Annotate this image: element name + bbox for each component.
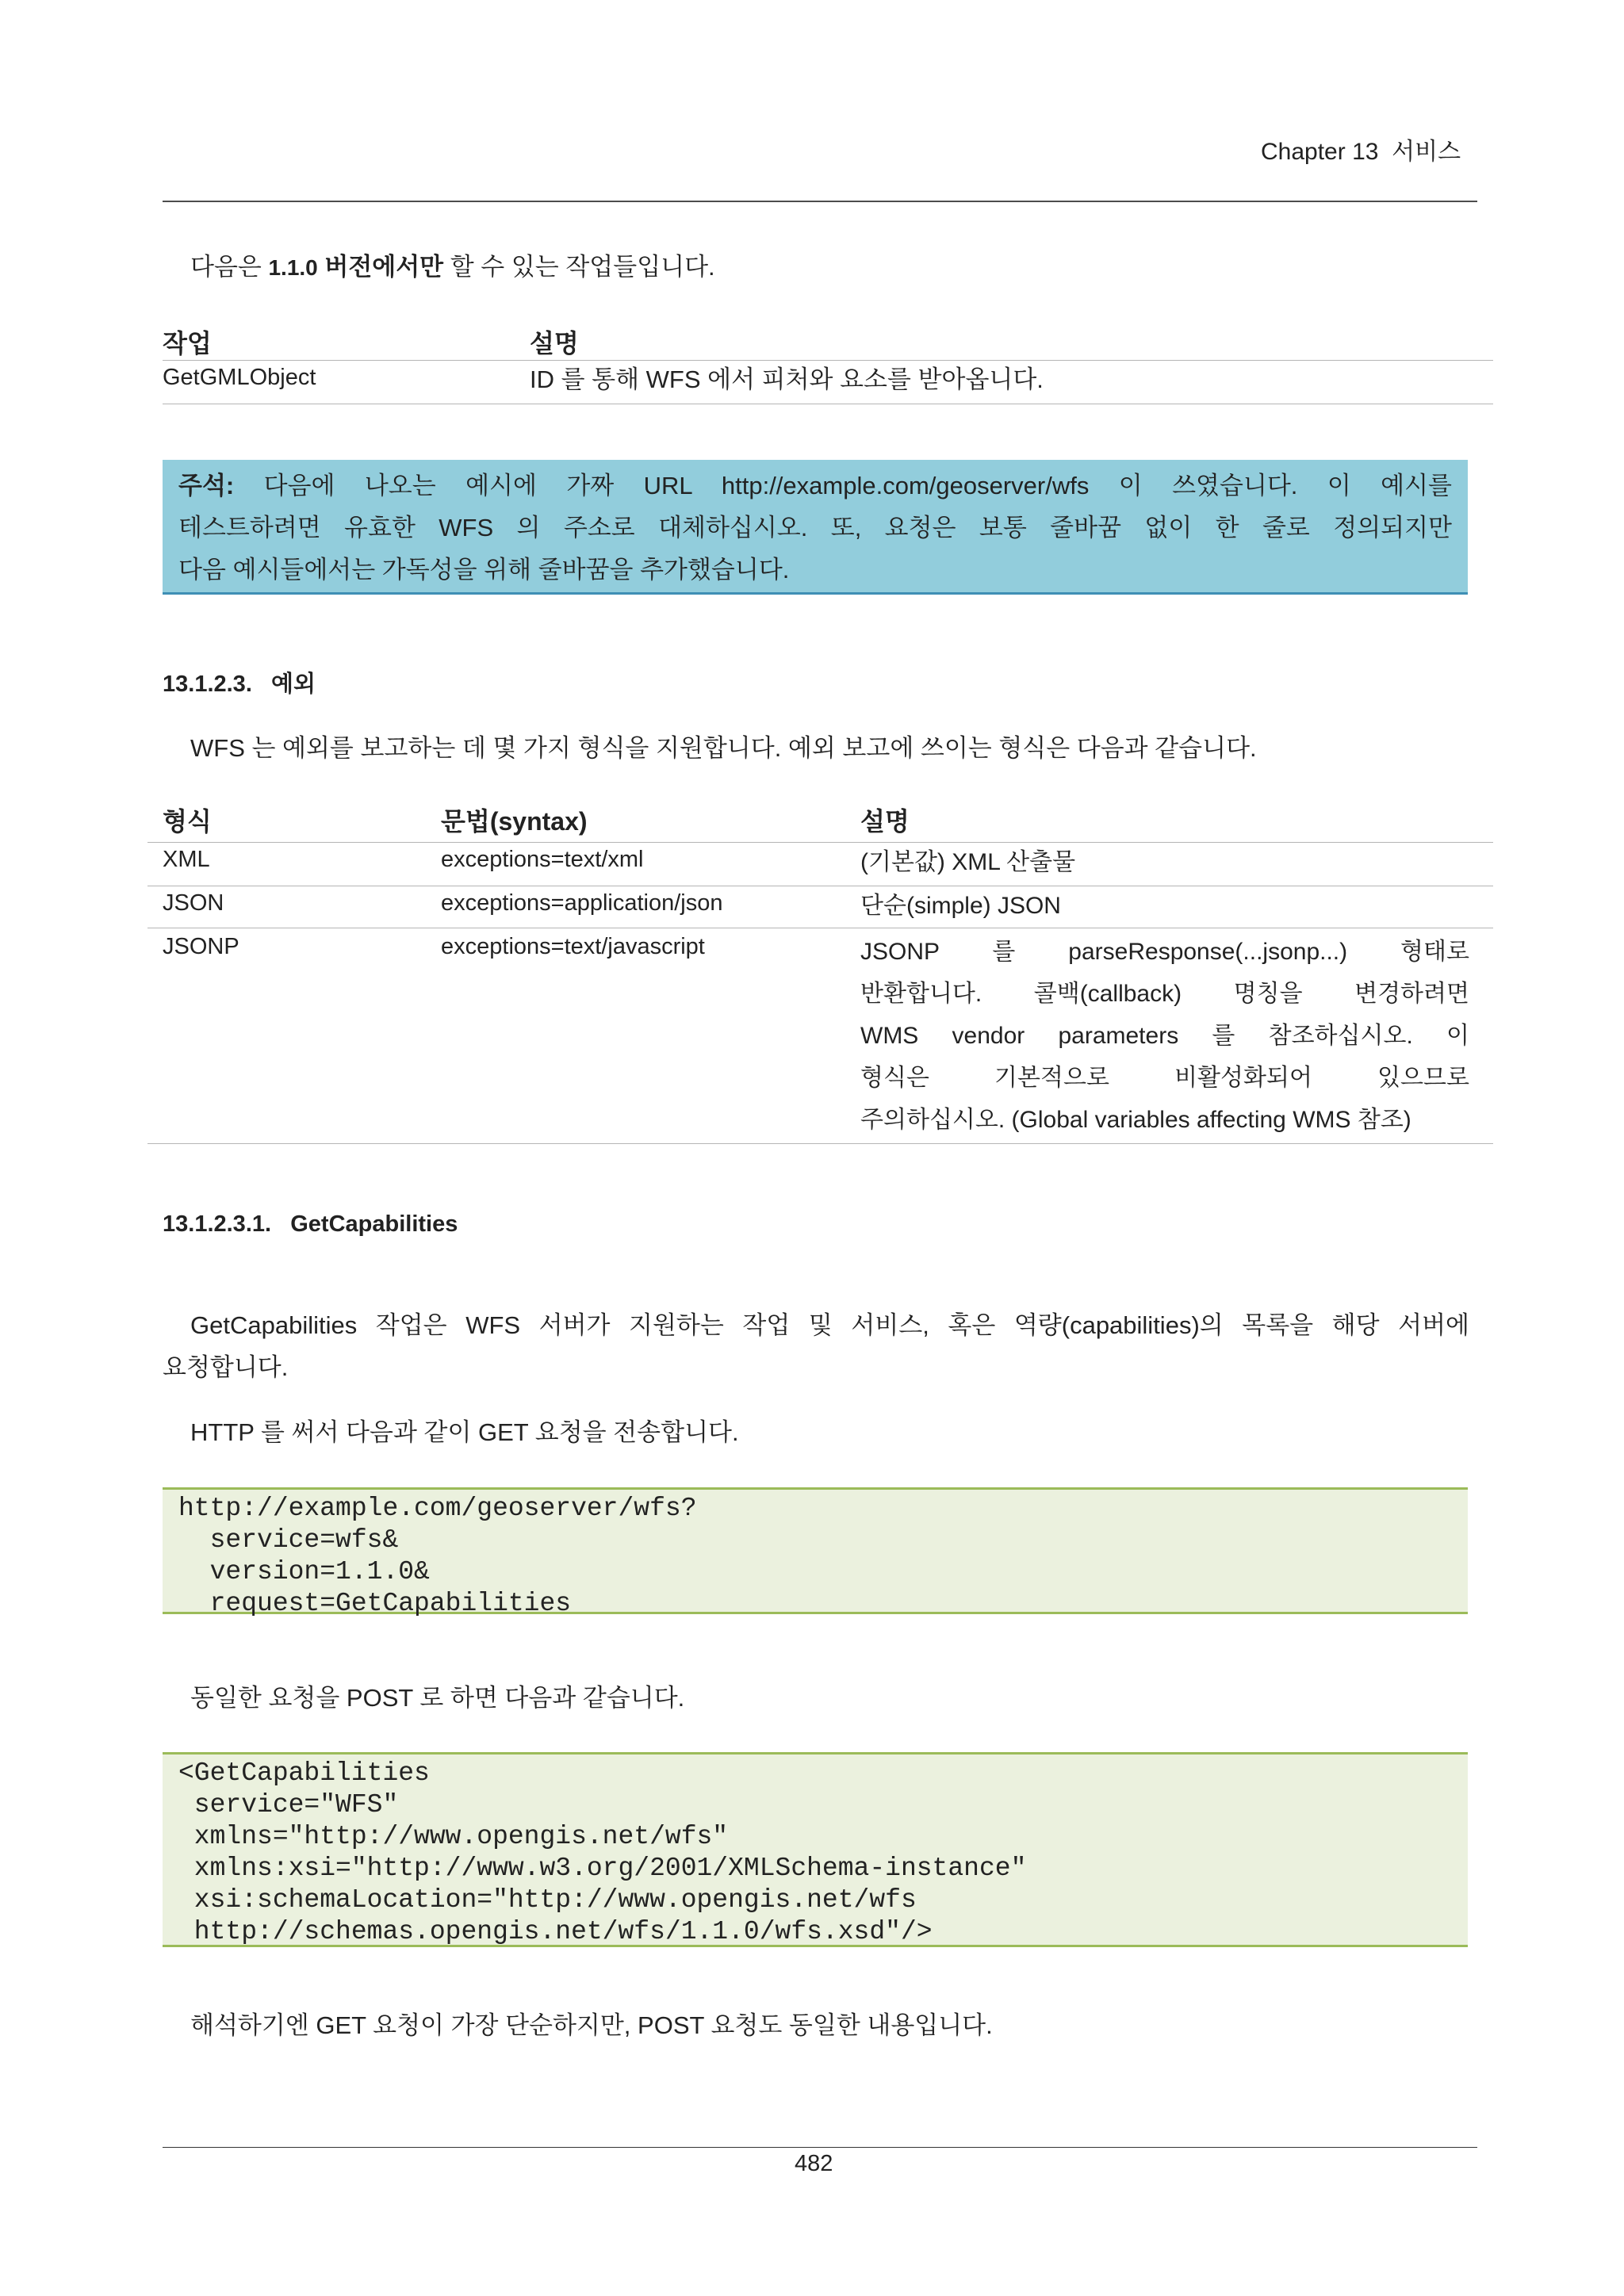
note-box [163, 460, 1468, 595]
exc-row3-syntax: exceptions=text/javascript [441, 934, 705, 959]
exc-row3-desc: JSONP 를 parseResponse(...jsonp...) 형태로 반환합니다. 콜백(callback) 명칭을 변경하려면 WMS vendor parameters 를 참조하십시오. 이 형식은 기본적으로 비활성화되어 있으므로 주의하십시오. (Global variables affecting WMS 참조) [860, 939, 1469, 1133]
exc-header-desc: 설명 [860, 807, 910, 836]
exc-header-format: 형식 [163, 807, 212, 836]
exc-table-bottom-rule [147, 1143, 1493, 1144]
note-line-1: 주석: 다음에 나오는 예시에 가짜 URL http://example.com/geoserver/wfs 이 쓰였습니다. 이 예시를 [178, 472, 1452, 499]
chapter-title: 서비스 [1392, 139, 1461, 165]
exc-row2-format: JSON [163, 890, 224, 916]
exceptions-intro: WFS 는 예외를 보고하는 데 몇 가지 형식을 지원합니다. 예외 보고에 쓰이는 형식은 다음과 같습니다. [190, 734, 1257, 762]
intro-paragraph: 다음은 1.1.0 버전에서만 할 수 있는 작업들입니다. [190, 253, 715, 281]
exc-header-rule [147, 842, 1493, 843]
section-heading-exceptions: 13.1.2.3. 예외 [163, 672, 316, 697]
exc-row1-desc: (기본값) XML 산출물 [860, 849, 1076, 875]
getcap-paragraph-2: HTTP 를 써서 다음과 같이 GET 요청을 전송합니다. [190, 1418, 739, 1446]
exc-row1-syntax: exceptions=text/xml [441, 847, 644, 872]
exc-row1-format: XML [163, 847, 210, 872]
code-block-post: <GetCapabilities service="WFS" xmlns="http://www.opengis.net/wfs" xmlns:xsi="http://www.w3.org/2001/XMLSchema-instance" xsi:schemaLocation="http://www.opengis.net/wfs http://schemas.opengis.net/wfs/1.1.0/wfs.xsd"/> [163, 1752, 1468, 1947]
op-table-header-op: 작업 [163, 329, 212, 358]
op-table-header-rule [163, 360, 1493, 361]
section-heading-getcapabilities: 13.1.2.3.1. GetCapabilities [163, 1211, 458, 1237]
header-rule [163, 201, 1477, 202]
exc-row2-syntax: exceptions=application/json [441, 890, 723, 916]
code-block-get: http://example.com/geoserver/wfs? service=wfs& version=1.1.0& request=GetCapabilities [163, 1487, 1468, 1614]
exc-row2-desc: 단순(simple) JSON [860, 893, 1061, 919]
getcap-paragraph-1: GetCapabilities 작업은 WFS 서버가 지원하는 작업 및 서비스, 혹은 역량(capabilities)의 목록을 해당 서버에 요청합니다. [163, 1311, 1469, 1381]
running-header [1261, 136, 1461, 168]
footer-rule [163, 2147, 1477, 2148]
op-table-cell-op: GetGMLObject [163, 365, 316, 390]
exc-header-syntax: 문법(syntax) [441, 807, 588, 836]
note-line-3: 다음 예시들에서는 가독성을 위해 줄바꿈을 추가했습니다. [178, 556, 790, 584]
op-table-header-desc: 설명 [530, 329, 579, 358]
page-number: 482 [795, 2151, 833, 2176]
getcap-paragraph-3: 동일한 요청을 POST 로 하면 다음과 같습니다. [190, 1684, 685, 1712]
exc-row3-format: JSONP [163, 934, 239, 959]
getcap-paragraph-4: 해석하기엔 GET 요청이 가장 단순하지만, POST 요청도 동일한 내용입니다. [190, 2011, 993, 2039]
chapter-label: Chapter 13 [1261, 139, 1379, 165]
op-table-cell-desc: ID 를 통해 WFS 에서 피처와 요소를 받아옵니다. [530, 365, 1044, 393]
note-line-2: 테스트하려면 유효한 WFS 의 주소로 대체하십시오. 또, 요청은 보통 줄바꿈 없이 한 줄로 정의되지만 [178, 514, 1452, 541]
